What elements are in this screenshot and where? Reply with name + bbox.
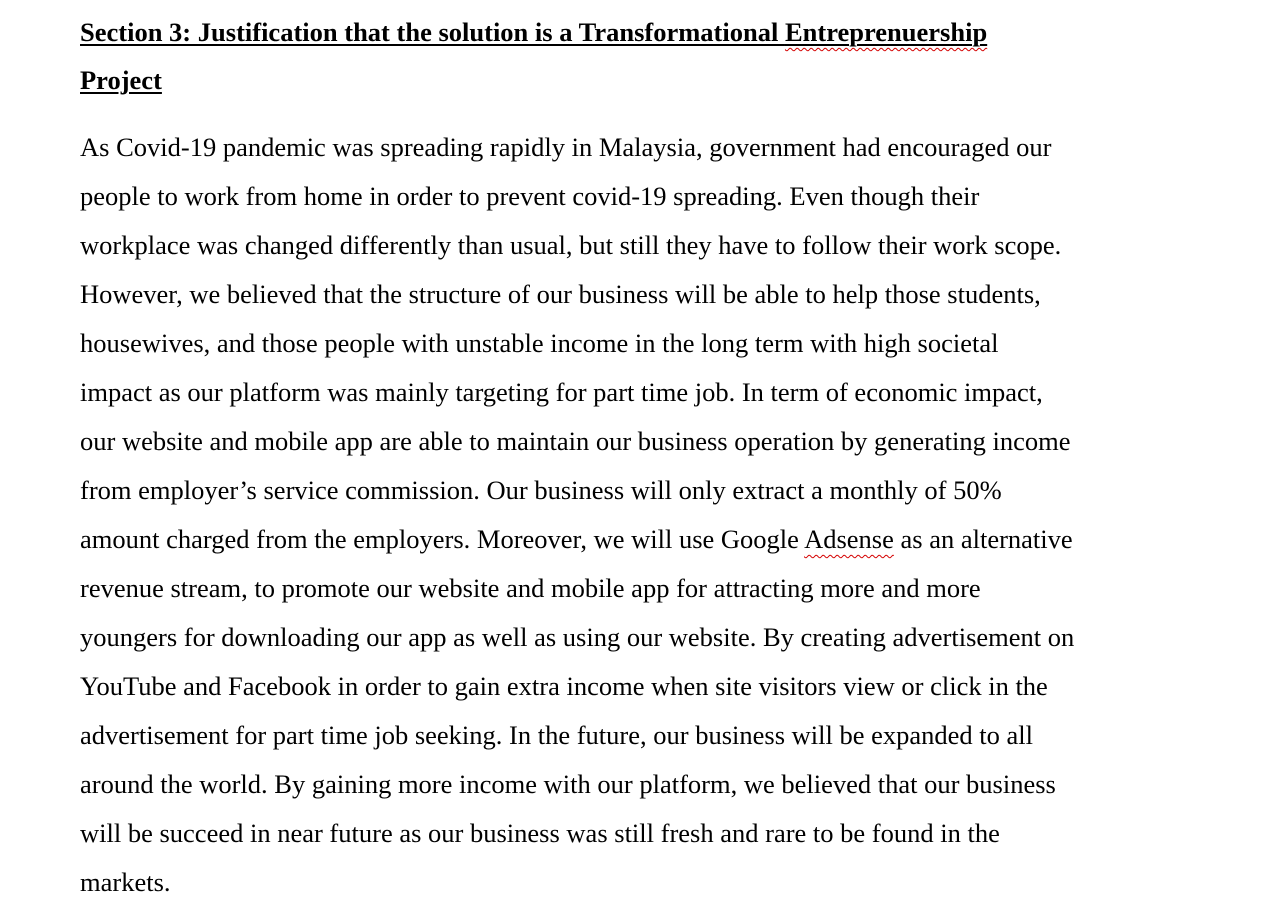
paragraph-line: As Covid-19 pandemic was spreading rapidly in Malaysia, government had encouraged our xyxy=(80,132,1052,162)
paragraph-line: impact as our platform was mainly targeting for part time job. In term of economic impact, xyxy=(80,377,1043,407)
paragraph-line: advertisement for part time job seeking. In the future, our business will be expanded to all xyxy=(80,720,1034,750)
paragraph-line: around the world. By gaining more income with our platform, we believed that our business xyxy=(80,769,1056,799)
heading-text-start: Section 3: Justification that the solution is a Transformational xyxy=(80,17,785,47)
paragraph-line: from employer’s service commission. Our business will only extract a monthly of 50% xyxy=(80,475,1002,505)
adsense-line-start: amount charged from the employers. Moreover, we will use Google xyxy=(80,524,805,554)
paragraph-line: youngers for downloading our app as well as using our website. By creating advertisement on xyxy=(80,622,1075,652)
section-heading xyxy=(80,8,1160,104)
paragraph-line: revenue stream, to promote our website and mobile app for attracting more and more xyxy=(80,573,981,603)
paragraph-line: our website and mobile app are able to maintain our business operation by generating income xyxy=(80,426,1071,456)
heading-line-2: Project xyxy=(80,65,162,95)
paragraph-line: people to work from home in order to prevent covid-19 spreading. Even though their xyxy=(80,181,980,211)
adsense-line-end: as an alternative xyxy=(893,524,1073,554)
paragraph-line: markets. xyxy=(80,867,171,897)
body-paragraph xyxy=(80,123,1160,907)
heading-line-1 xyxy=(80,8,1160,56)
spellcheck-flagged-word[interactable]: Entreprenuership xyxy=(784,17,988,47)
paragraph-line: housewives, and those people with unstable income in the long term with high societal xyxy=(80,328,999,358)
spellcheck-flagged-word-adsense[interactable]: Adsense xyxy=(804,524,894,554)
paragraph-line-adsense xyxy=(80,515,1160,564)
paragraph-line: However, we believed that the structure of our business will be able to help those students, xyxy=(80,279,1041,309)
paragraph-line: YouTube and Facebook in order to gain extra income when site visitors view or click in the xyxy=(80,671,1048,701)
paragraph-line: will be succeed in near future as our business was still fresh and rare to be found in the xyxy=(80,818,1000,848)
paragraph-line: workplace was changed differently than usual, but still they have to follow their work scope. xyxy=(80,230,1062,260)
